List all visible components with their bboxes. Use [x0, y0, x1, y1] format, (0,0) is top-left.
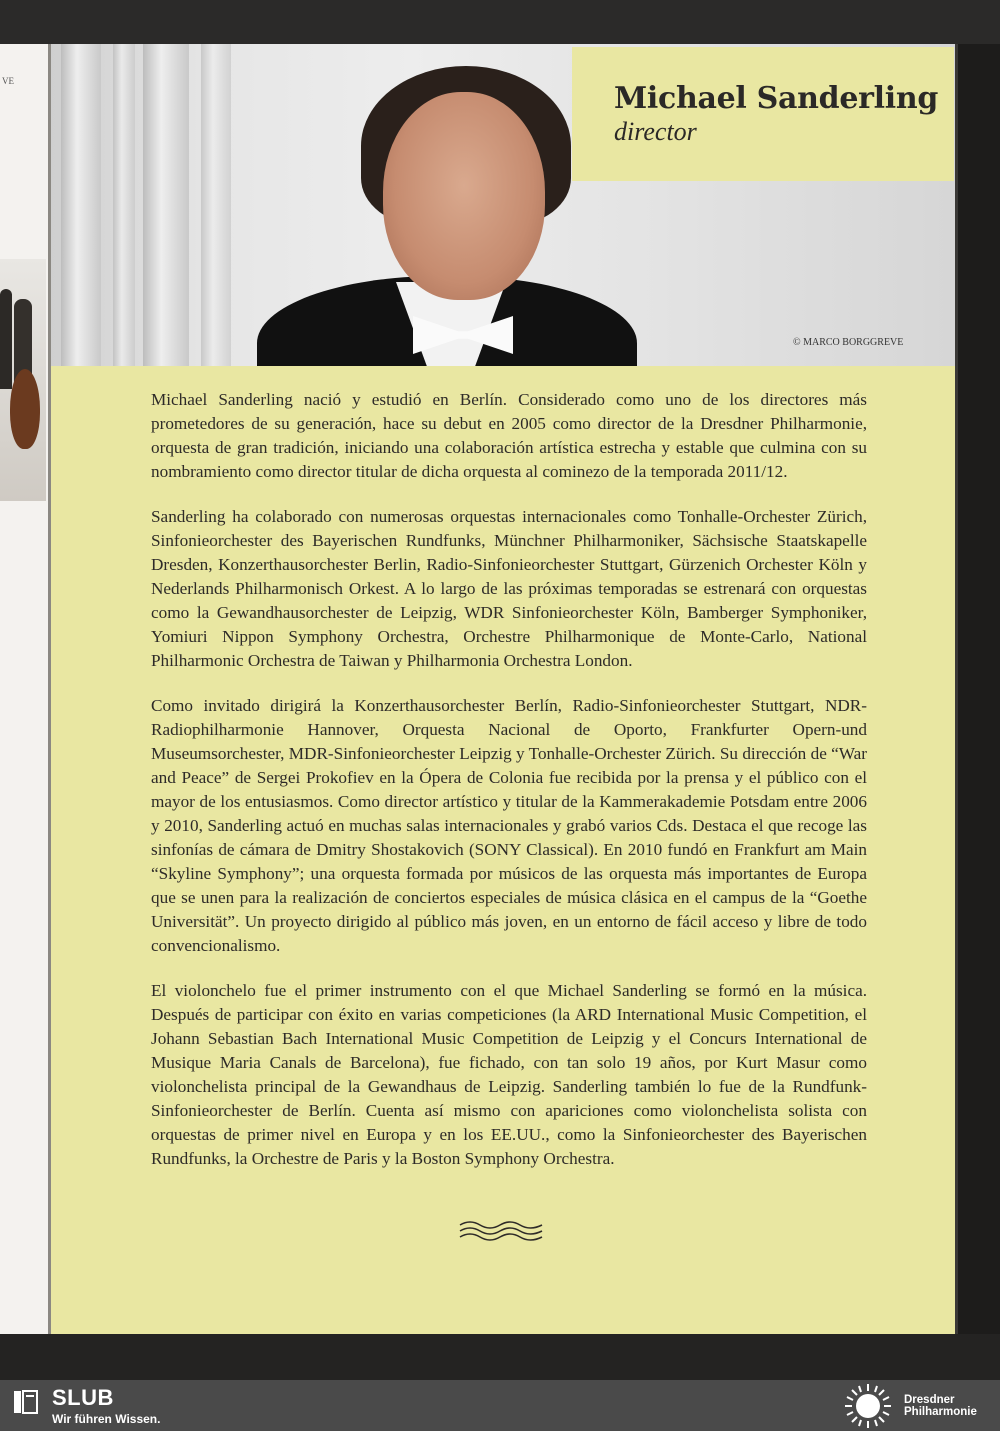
paragraph: Como invitado dirigirá la Konzerthausorchester Berlín, Radio-Sinfonieorchester Stuttgart, NDR-Radiophilharmonie Hannover, Orquesta Nacional de Oporto, Frankfurter Opern-und Museumsorchester, MDR-Sinfonieorchester Leipzig y Tonhalle-Orchester Zürich. Su dirección de “War and Peace” de Sergei Prokofiev en la Ópera de Colonia fue recibida por la prensa y el público con el mayor de los entusiasmos. Como director artístico y titular de la Kammerakademie Potsdam entre 2006 y 2010, Sanderling actuó en muchas salas internacionales y grabó varios Cds. Destaca el que recoge las sinfonías de cámara de Dmitry Shostakovich (SONY Classical). En 2010 fundó en Frankfurt am Main “Skyline Symphony”; una orquesta formada por músicos de las orquesta más importantes de Europa que se unen para la realización de conciertos especiales de música clásica en el campus de la “Goethe Universität”. Un proyecto dirigido al público más joven, en un entorno de fácil acceso y libre de todo convencionalismo. — [151, 696, 867, 955]
biography-text — [151, 388, 867, 1192]
title-box — [572, 47, 954, 181]
wave-ornament-icon — [458, 1218, 544, 1242]
booklet-page — [51, 44, 955, 1334]
subtitle-role: director — [614, 117, 697, 146]
library-tagline: Wir führen Wissen. — [52, 1412, 161, 1426]
right-page-edge — [955, 44, 1000, 1334]
photo-credit: © MARCO BORGGREVE — [793, 337, 904, 348]
previous-page-edge — [0, 44, 48, 1334]
library-name: SLUB — [52, 1385, 114, 1410]
orchestra-logo-text — [904, 1394, 977, 1418]
previous-page-photo — [0, 259, 46, 501]
orchestra-name-line1: Dresdner — [904, 1394, 955, 1406]
philharmonie-sunburst-icon — [842, 1383, 894, 1429]
slub-book-icon — [12, 1388, 40, 1416]
paragraph: Michael Sanderling nació y estudió en Berlín. Considerado como uno de los directores más prometedores de su generación, hace su debut en 2005 como director de la Dresdner Philharmonie, orquesta de gran tradición, iniciando una colaboración artística estrecha y estable que culmina con su nombramiento como director titular de dicha orquesta al cominezo de la temporada 2011/12. — [151, 390, 867, 481]
orchestra-name-line2: Philharmonie — [904, 1406, 977, 1418]
page-title: Michael Sanderling — [614, 81, 939, 116]
previous-page-text-fragment: VE — [2, 76, 14, 86]
paragraph: El violonchelo fue el primer instrumento con el que Michael Sanderling se formó en la música. Después de participar con éxito en varias competiciones (la ARD International Music Competition, el Johann Sebastian Bach International Music Competition de Leipzig y el Concurs International de Musique Maria Canals de Barcelona), fue fichado, con tan solo 19 años, por Kurt Masur como violonchelista principal de la Gewandhaus de Leipzig. Sanderling también lo fue de la Rundfunk-Sinfonieorchester de Berlín. Cuenta así mismo con apariciones como violonchelista solista con orquestas de primer nivel en Europa y en los EE.UU., como la Sinfonieorchester des Bayerischen Rundfunks, la Orchestre de Paris y la Boston Symphony Orchestra. — [151, 981, 867, 1168]
paragraph: Sanderling ha colaborado con numerosas orquestas internacionales como Tonhalle-Orchester Zürich, Sinfonieorchester des Bayerischen Rundfunks, Münchner Philharmoniker, Sächsische Staatskapelle Dresden, Konzerthausorchester Berlin, Radio-Sinfonieorchester Stuttgart, Gürzenich Orchester Köln y Nederlands Philharmonisch Orkest. A lo largo de las próximas temporadas se estrenará con orquestas como la Gewandhausorchester de Leipzig, WDR Sinfonieorchester Köln, Bamberger Symphoniker, Yomiuri Nippon Symphony Orchestra, Orchestre Philharmonique de Monte-Carlo, National Philharmonic Orchestra de Taiwan y Philharmonia Orchestra London. — [151, 507, 867, 670]
scan-bottom-edge — [0, 1334, 1000, 1380]
footer-bar — [0, 1380, 1000, 1431]
